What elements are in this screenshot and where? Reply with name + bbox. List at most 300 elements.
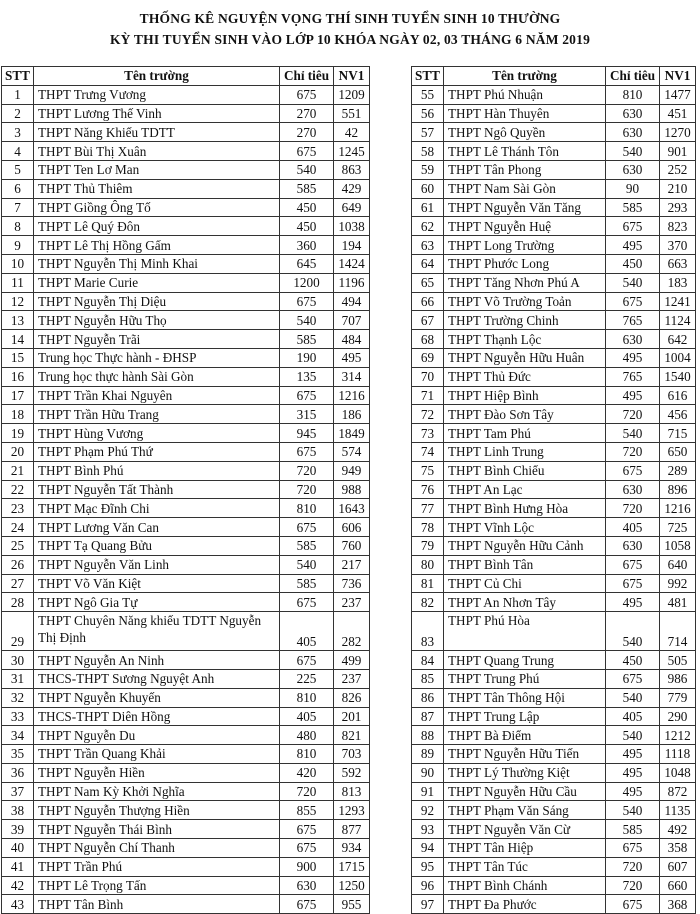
cell-stt: 2 [2,104,34,123]
header-nv1: NV1 [660,67,696,86]
cell-stt: 66 [412,292,444,311]
cell-school-name: THPT Nguyễn Du [34,726,280,745]
cell-school-name: THPT Tăng Nhơn Phú A [444,273,606,292]
cell-nv1: 282 [334,612,370,651]
table-row [412,763,696,782]
cell-school-name: THPT Bình Hưng Hòa [444,499,606,518]
cell-nv1: 663 [660,254,696,273]
header-nv1: NV1 [334,67,370,86]
cell-nv1: 714 [660,612,696,651]
cell-nv1: 877 [334,820,370,839]
cell-nv1: 1715 [334,857,370,876]
cell-quota: 765 [606,367,660,386]
table-header-row [412,67,696,86]
cell-stt: 55 [412,85,444,104]
cell-nv1: 1124 [660,311,696,330]
cell-school-name: THPT Đào Sơn Tây [444,405,606,424]
cell-nv1: 1048 [660,763,696,782]
table-row [412,461,696,480]
cell-stt: 12 [2,292,34,311]
cell-stt: 17 [2,386,34,405]
cell-quota: 315 [280,405,334,424]
cell-nv1: 237 [334,669,370,688]
cell-nv1: 1216 [660,499,696,518]
table-body-left [2,85,370,913]
table-row [2,292,370,311]
cell-school-name: THPT Lê Quý Đôn [34,217,280,236]
cell-school-name: THPT An Nhơn Tây [444,593,606,612]
cell-stt: 16 [2,367,34,386]
cell-stt: 4 [2,142,34,161]
table-row [2,801,370,820]
cell-nv1: 574 [334,442,370,461]
cell-nv1: 650 [660,442,696,461]
table-row [2,254,370,273]
table-row [2,424,370,443]
cell-nv1: 42 [334,123,370,142]
cell-stt: 7 [2,198,34,217]
cell-stt: 95 [412,857,444,876]
cell-stt: 40 [2,839,34,858]
cell-quota: 630 [606,104,660,123]
cell-stt: 78 [412,518,444,537]
cell-school-name: THPT Trần Quang Khải [34,745,280,764]
table-row [2,895,370,914]
cell-stt: 15 [2,348,34,367]
table-row [412,386,696,405]
cell-nv1: 1270 [660,123,696,142]
cell-stt: 89 [412,745,444,764]
cell-school-name: THPT Nam Sài Gòn [444,179,606,198]
cell-stt: 25 [2,536,34,555]
cell-school-name: THPT Hàn Thuyên [444,104,606,123]
cell-quota: 630 [606,480,660,499]
cell-school-name: THPT An Lạc [444,480,606,499]
cell-stt: 63 [412,236,444,255]
cell-quota: 540 [606,273,660,292]
cell-nv1: 660 [660,876,696,895]
cell-quota: 405 [280,612,334,651]
cell-quota: 270 [280,123,334,142]
table-row [412,348,696,367]
cell-stt: 68 [412,330,444,349]
cell-quota: 630 [606,330,660,349]
table-row [412,273,696,292]
cell-school-name: THPT Linh Trung [444,442,606,461]
table-row [412,254,696,273]
cell-quota: 540 [606,424,660,443]
cell-stt: 88 [412,726,444,745]
cell-school-name: THPT Thủ Đức [444,367,606,386]
cell-school-name: THPT Nam Kỳ Khởi Nghĩa [34,782,280,801]
cell-nv1: 725 [660,518,696,537]
cell-nv1: 934 [334,839,370,858]
header-school-name: Tên trường [444,67,606,86]
cell-stt: 81 [412,574,444,593]
cell-quota: 675 [606,292,660,311]
table-row [412,123,696,142]
cell-quota: 630 [606,123,660,142]
cell-quota: 540 [280,555,334,574]
table-row [2,763,370,782]
document-title-line2: KỲ THI TUYỂN SINH VÀO LỚP 10 KHÓA NGÀY 02, 03 THÁNG 6 NĂM 2019 [109,32,591,47]
cell-nv1: 1849 [334,424,370,443]
cell-school-name: THPT Bình Tân [444,555,606,574]
cell-school-name: THPT Lý Thường Kiệt [444,763,606,782]
cell-stt: 76 [412,480,444,499]
cell-stt: 91 [412,782,444,801]
cell-quota: 675 [606,839,660,858]
cell-nv1: 451 [660,104,696,123]
cell-stt: 20 [2,442,34,461]
cell-nv1: 1250 [334,876,370,895]
table-row [412,782,696,801]
cell-nv1: 616 [660,386,696,405]
cell-stt: 57 [412,123,444,142]
header-stt: STT [412,67,444,86]
cell-school-name: THPT Củ Chi [444,574,606,593]
cell-school-name: THPT Long Trường [444,236,606,255]
cell-quota: 135 [280,367,334,386]
table-row [412,442,696,461]
table-row [2,574,370,593]
cell-quota: 945 [280,424,334,443]
cell-school-name: THPT Mạc Đĩnh Chi [34,499,280,518]
cell-school-name: THPT Hiệp Bình [444,386,606,405]
cell-nv1: 217 [334,555,370,574]
cell-nv1: 988 [334,480,370,499]
cell-school-name: THPT Tân Phong [444,160,606,179]
table-row [412,518,696,537]
cell-nv1: 551 [334,104,370,123]
cell-school-name: THPT Marie Curie [34,273,280,292]
cell-school-name: THPT Phạm Văn Sáng [444,801,606,820]
cell-stt: 21 [2,461,34,480]
cell-quota: 405 [606,518,660,537]
cell-quota: 405 [606,707,660,726]
table-row [412,292,696,311]
cell-quota: 810 [280,499,334,518]
cell-nv1: 813 [334,782,370,801]
cell-nv1: 210 [660,179,696,198]
cell-school-name: THPT Nguyễn Văn Tăng [444,198,606,217]
cell-nv1: 290 [660,707,696,726]
table-row [2,593,370,612]
cell-nv1: 484 [334,330,370,349]
cell-school-name: THPT Đa Phước [444,895,606,914]
cell-school-name: THPT Tạ Quang Bửu [34,536,280,555]
cell-school-name: THPT Nguyễn Thị Diệu [34,292,280,311]
table-row [2,142,370,161]
schools-table-right [411,66,696,914]
table-row [2,386,370,405]
cell-stt: 97 [412,895,444,914]
cell-school-name: THPT Trường Chinh [444,311,606,330]
cell-quota: 495 [606,386,660,405]
cell-nv1: 1038 [334,217,370,236]
cell-stt: 42 [2,876,34,895]
cell-nv1: 252 [660,160,696,179]
cell-stt: 24 [2,518,34,537]
cell-stt: 6 [2,179,34,198]
cell-school-name: THPT Nguyễn Thị Minh Khai [34,254,280,273]
cell-nv1: 186 [334,405,370,424]
cell-stt: 38 [2,801,34,820]
cell-school-name: THPT Nguyễn Văn Linh [34,555,280,574]
cell-stt: 27 [2,574,34,593]
table-row [2,217,370,236]
cell-nv1: 823 [660,217,696,236]
cell-nv1: 863 [334,160,370,179]
cell-quota: 720 [280,461,334,480]
cell-school-name: THPT Phước Long [444,254,606,273]
cell-nv1: 1209 [334,85,370,104]
cell-nv1: 949 [334,461,370,480]
table-row [412,499,696,518]
cell-school-name: THPT Trưng Vương [34,85,280,104]
cell-nv1: 760 [334,536,370,555]
table-row [412,726,696,745]
cell-quota: 540 [606,142,660,161]
table-row [2,273,370,292]
cell-stt: 83 [412,612,444,651]
cell-school-name: THPT Phạm Phú Thứ [34,442,280,461]
cell-stt: 32 [2,688,34,707]
cell-nv1: 642 [660,330,696,349]
cell-quota: 720 [606,405,660,424]
cell-quota: 585 [280,574,334,593]
cell-quota: 480 [280,726,334,745]
cell-quota: 540 [606,801,660,820]
cell-stt: 64 [412,254,444,273]
cell-nv1: 1118 [660,745,696,764]
cell-stt: 94 [412,839,444,858]
schools-table-left [1,66,370,914]
table-row [2,236,370,255]
cell-school-name: THPT Võ Văn Kiệt [34,574,280,593]
cell-stt: 72 [412,405,444,424]
cell-nv1: 456 [660,405,696,424]
table-row [2,651,370,670]
cell-nv1: 314 [334,367,370,386]
cell-nv1: 494 [334,292,370,311]
cell-stt: 86 [412,688,444,707]
cell-stt: 43 [2,895,34,914]
cell-quota: 630 [606,536,660,555]
cell-quota: 900 [280,857,334,876]
table-row [412,707,696,726]
cell-quota: 405 [280,707,334,726]
cell-school-name: THPT Lê Trọng Tấn [34,876,280,895]
cell-school-name: THPT Bùi Thị Xuân [34,142,280,161]
cell-nv1: 715 [660,424,696,443]
cell-stt: 65 [412,273,444,292]
cell-quota: 495 [606,348,660,367]
cell-quota: 450 [606,254,660,273]
cell-quota: 495 [606,763,660,782]
cell-school-name: THPT Nguyễn Văn Cừ [444,820,606,839]
cell-quota: 675 [280,895,334,914]
table-row [2,857,370,876]
cell-quota: 270 [280,104,334,123]
cell-school-name: THPT Nguyễn Thái Bình [34,820,280,839]
cell-school-name: Trung học Thực hành - ĐHSP [34,348,280,367]
table-row [412,142,696,161]
cell-school-name: THPT Quang Trung [444,651,606,670]
table-row [412,480,696,499]
cell-quota: 855 [280,801,334,820]
table-row [2,820,370,839]
table-row [412,85,696,104]
cell-quota: 675 [280,442,334,461]
table-row [412,236,696,255]
cell-quota: 585 [280,536,334,555]
cell-school-name: THPT Trần Khai Nguyên [34,386,280,405]
cell-nv1: 289 [660,461,696,480]
cell-school-name: THPT Phú Nhuận [444,85,606,104]
table-row [412,839,696,858]
cell-school-name: THPT Nguyễn Khuyến [34,688,280,707]
cell-quota: 585 [280,179,334,198]
table-row [2,367,370,386]
cell-stt: 79 [412,536,444,555]
cell-school-name: THPT Tân Bình [34,895,280,914]
table-row [2,85,370,104]
cell-nv1: 499 [334,651,370,670]
cell-school-name: THPT Bình Phú [34,461,280,480]
cell-quota: 675 [606,669,660,688]
table-row [412,574,696,593]
cell-school-name: THPT Năng Khiếu TDTT [34,123,280,142]
table-row [2,669,370,688]
cell-quota: 675 [280,593,334,612]
cell-school-name: THPT Chuyên Năng khiếu TDTT Nguyễn Thị Định [34,612,280,651]
cell-school-name: THPT Nguyễn Trãi [34,330,280,349]
table-row [2,876,370,895]
table-row [2,688,370,707]
table-row [412,651,696,670]
cell-nv1: 429 [334,179,370,198]
cell-quota: 1200 [280,273,334,292]
cell-school-name: THPT Tân Túc [444,857,606,876]
cell-quota: 720 [606,876,660,895]
cell-school-name: THCS-THPT Sương Nguyệt Anh [34,669,280,688]
cell-quota: 585 [606,198,660,217]
table-body-right [412,85,696,913]
cell-nv1: 992 [660,574,696,593]
cell-quota: 675 [606,895,660,914]
table-row [2,348,370,367]
cell-quota: 540 [606,688,660,707]
cell-nv1: 872 [660,782,696,801]
cell-quota: 495 [606,236,660,255]
table-row [2,330,370,349]
table-row [412,405,696,424]
cell-stt: 13 [2,311,34,330]
cell-stt: 56 [412,104,444,123]
cell-stt: 36 [2,763,34,782]
cell-nv1: 1216 [334,386,370,405]
cell-nv1: 237 [334,593,370,612]
cell-school-name: THPT Tân Hiệp [444,839,606,858]
table-row [2,707,370,726]
cell-quota: 495 [606,782,660,801]
cell-stt: 73 [412,424,444,443]
cell-nv1: 358 [660,839,696,858]
cell-stt: 29 [2,612,34,651]
cell-school-name: THPT Nguyễn An Ninh [34,651,280,670]
cell-stt: 14 [2,330,34,349]
cell-school-name: THPT Ngô Quyền [444,123,606,142]
cell-stt: 34 [2,726,34,745]
cell-nv1: 821 [334,726,370,745]
cell-stt: 90 [412,763,444,782]
cell-nv1: 1643 [334,499,370,518]
table-row [412,311,696,330]
cell-quota: 720 [606,442,660,461]
cell-stt: 60 [412,179,444,198]
cell-school-name: THPT Nguyễn Thượng Hiền [34,801,280,820]
cell-quota: 585 [606,820,660,839]
cell-stt: 92 [412,801,444,820]
cell-quota: 540 [280,160,334,179]
cell-nv1: 201 [334,707,370,726]
cell-quota: 495 [606,745,660,764]
table-row [412,198,696,217]
cell-nv1: 194 [334,236,370,255]
cell-nv1: 896 [660,480,696,499]
cell-stt: 61 [412,198,444,217]
cell-quota: 540 [606,612,660,651]
header-quota: Chỉ tiêu [606,67,660,86]
cell-quota: 810 [280,688,334,707]
cell-nv1: 606 [334,518,370,537]
cell-quota: 810 [280,745,334,764]
cell-stt: 96 [412,876,444,895]
table-row [412,895,696,914]
table-row [412,330,696,349]
cell-quota: 720 [280,480,334,499]
cell-stt: 28 [2,593,34,612]
cell-quota: 630 [606,160,660,179]
cell-stt: 77 [412,499,444,518]
table-row [412,179,696,198]
cell-stt: 59 [412,160,444,179]
table-row [2,104,370,123]
table-row [2,839,370,858]
cell-nv1: 736 [334,574,370,593]
cell-school-name: THPT Ten Lơ Man [34,160,280,179]
cell-nv1: 1212 [660,726,696,745]
cell-school-name: THPT Thạnh Lộc [444,330,606,349]
header-quota: Chỉ tiêu [280,67,334,86]
cell-nv1: 492 [660,820,696,839]
cell-school-name: THPT Nguyễn Huệ [444,217,606,236]
cell-quota: 675 [606,461,660,480]
cell-nv1: 955 [334,895,370,914]
cell-school-name: Trung học thực hành Sài Gòn [34,367,280,386]
table-row [412,745,696,764]
cell-quota: 675 [280,820,334,839]
cell-quota: 630 [280,876,334,895]
cell-school-name: THPT Nguyễn Hiền [34,763,280,782]
cell-nv1: 293 [660,198,696,217]
cell-school-name: THPT Trần Hữu Trang [34,405,280,424]
cell-stt: 84 [412,651,444,670]
cell-quota: 675 [280,386,334,405]
cell-school-name: THPT Nguyễn Hữu Cầu [444,782,606,801]
cell-nv1: 1196 [334,273,370,292]
